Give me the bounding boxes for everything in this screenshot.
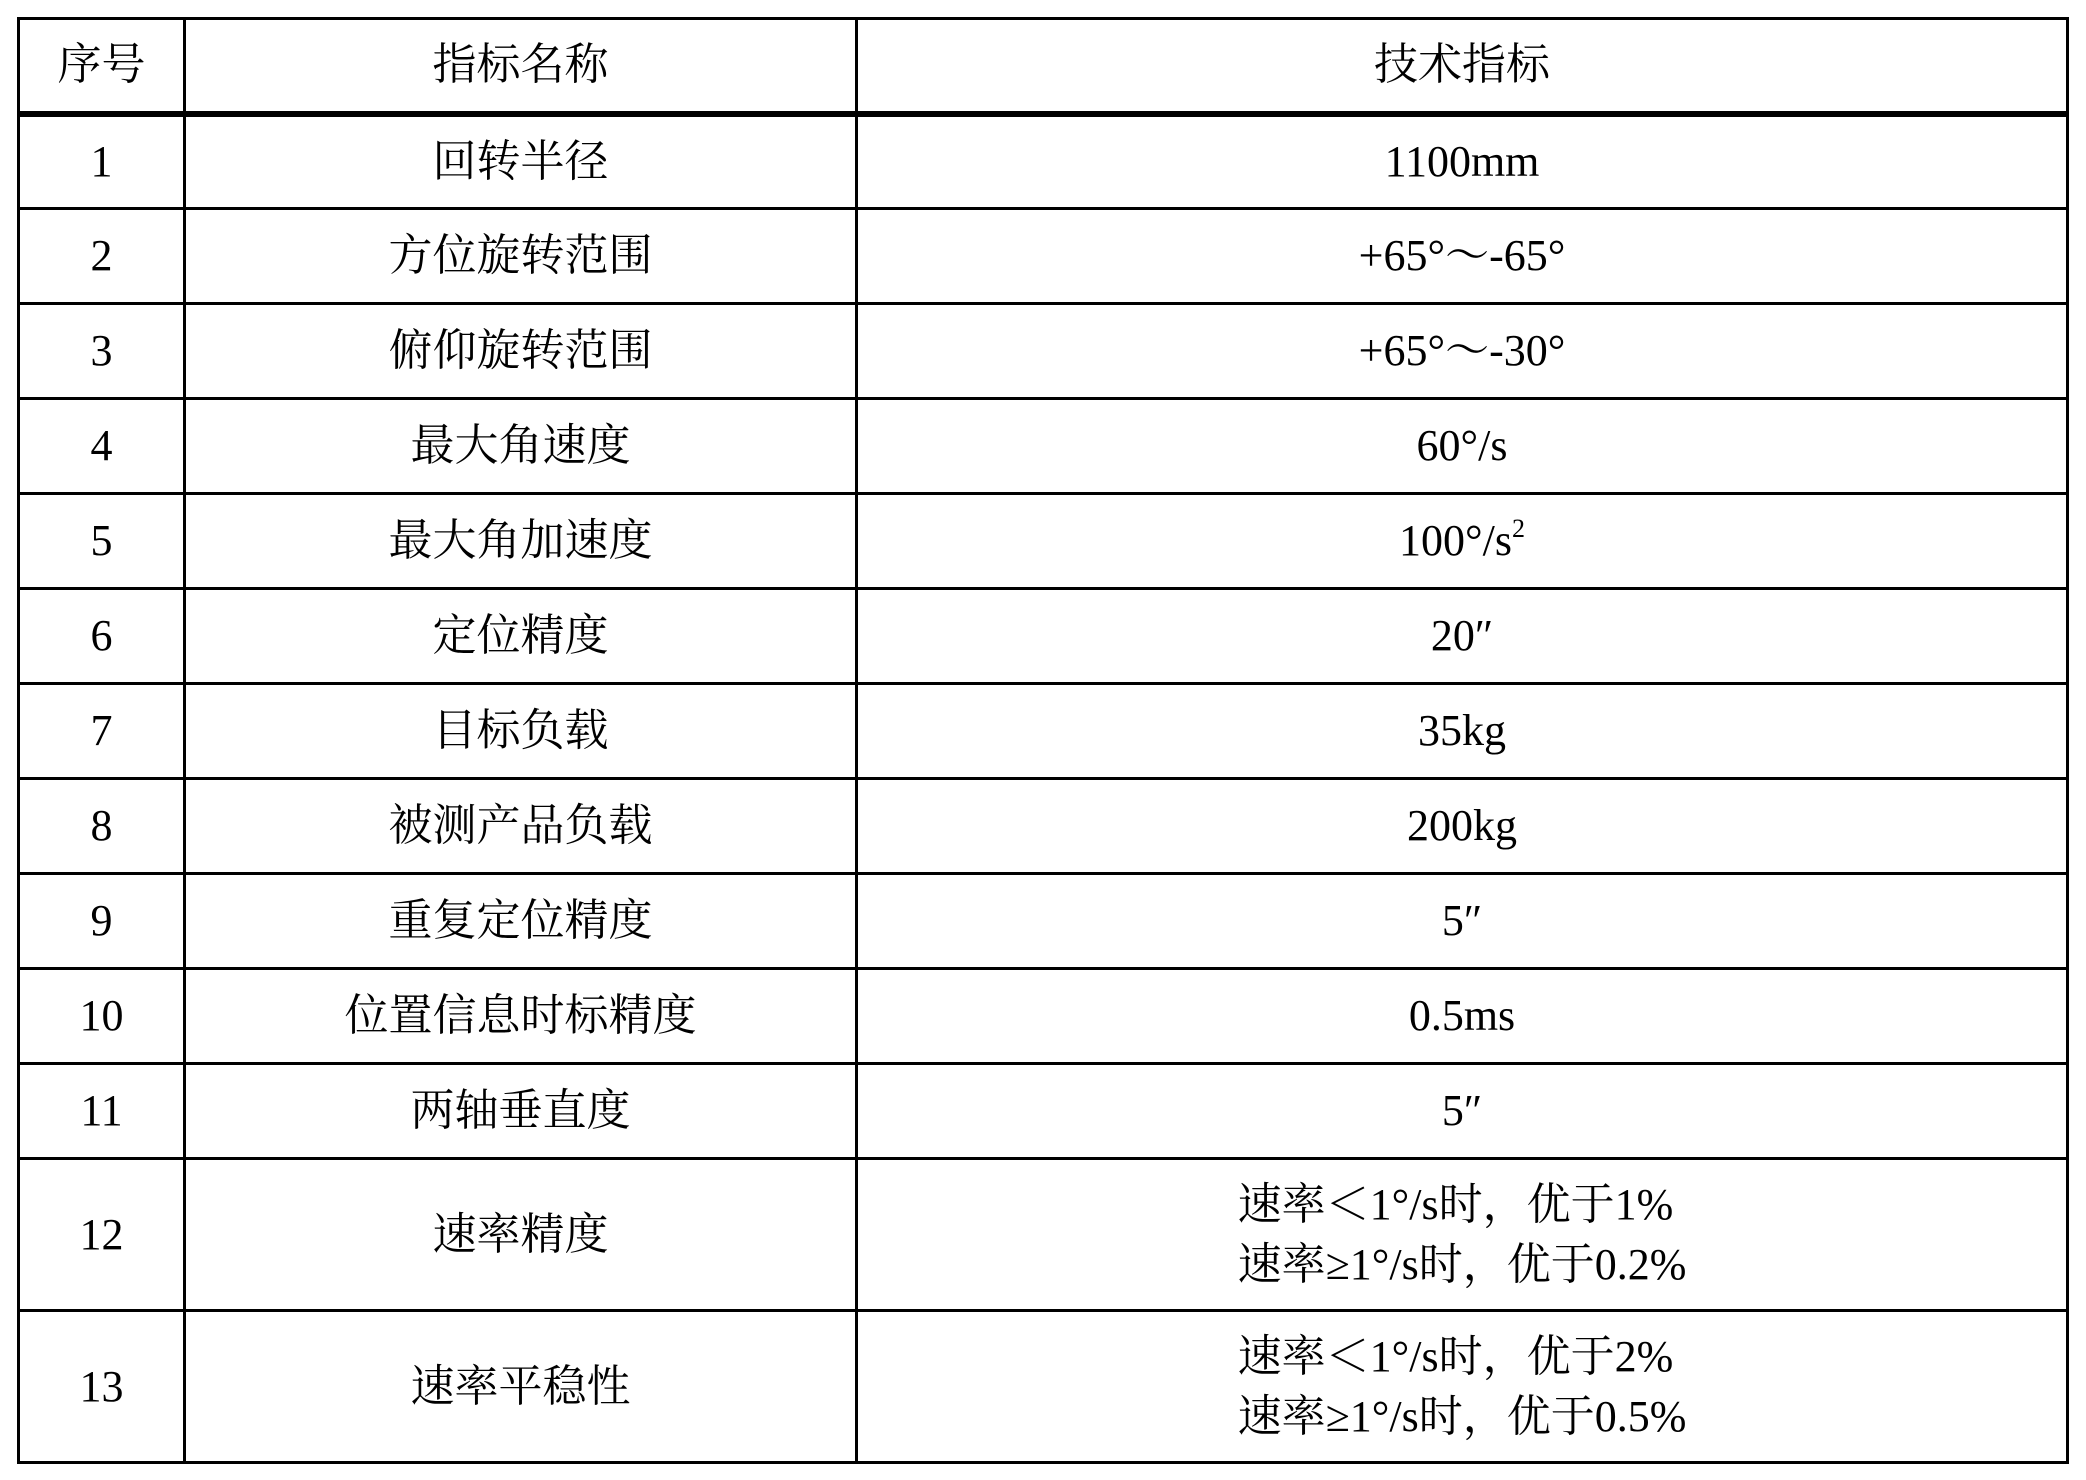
row-value-lines (1238, 1327, 1687, 1447)
row-index: 1 (19, 114, 185, 209)
table-row (19, 969, 2068, 1064)
row-index: 10 (19, 969, 185, 1064)
row-value-line: 速率≥1°/s时，优于0.5% (1237, 1391, 1687, 1441)
row-name: 被测产品负载 (185, 779, 857, 874)
row-value: 200kg (857, 779, 2068, 874)
row-value (857, 1311, 2068, 1463)
table-row (19, 399, 2068, 494)
row-value (857, 1159, 2068, 1311)
row-value: 0.5ms (857, 969, 2068, 1064)
table-row (19, 589, 2068, 684)
row-index: 7 (19, 684, 185, 779)
row-value: 5″ (857, 874, 2068, 969)
row-name: 位置信息时标精度 (185, 969, 857, 1064)
row-index: 6 (19, 589, 185, 684)
row-value-lines (1238, 1175, 1687, 1295)
table-row (19, 874, 2068, 969)
row-name: 速率平稳性 (185, 1311, 857, 1463)
row-name: 方位旋转范围 (185, 209, 857, 304)
table-header (19, 19, 2068, 114)
row-name: 两轴垂直度 (185, 1064, 857, 1159)
table-row (19, 1159, 2068, 1311)
row-name: 最大角速度 (185, 399, 857, 494)
table-row (19, 684, 2068, 779)
row-value: +65°～-65° (857, 209, 2068, 304)
row-value: +65°～-30° (857, 304, 2068, 399)
row-index: 11 (19, 1064, 185, 1159)
row-value-line: 速率≥1°/s时，优于0.2% (1237, 1239, 1687, 1289)
row-index: 8 (19, 779, 185, 874)
row-index: 12 (19, 1159, 185, 1311)
row-index: 5 (19, 494, 185, 589)
row-name: 速率精度 (185, 1159, 857, 1311)
table-row (19, 1064, 2068, 1159)
row-name: 俯仰旋转范围 (185, 304, 857, 399)
row-value-line: 速率＜1°/s时，优于1% (1237, 1179, 1674, 1229)
row-name: 定位精度 (185, 589, 857, 684)
row-value: 1100mm (857, 114, 2068, 209)
row-value (857, 494, 2068, 589)
row-index: 3 (19, 304, 185, 399)
row-value: 35kg (857, 684, 2068, 779)
row-value: 5″ (857, 1064, 2068, 1159)
header-value: 技术指标 (857, 19, 2068, 114)
header-index: 序号 (19, 19, 185, 114)
row-index: 4 (19, 399, 185, 494)
table-row (19, 494, 2068, 589)
spec-table (17, 17, 2069, 1464)
row-name: 最大角加速度 (185, 494, 857, 589)
row-value: 60°/s (857, 399, 2068, 494)
row-index: 9 (19, 874, 185, 969)
row-name: 重复定位精度 (185, 874, 857, 969)
row-value-line: 速率＜1°/s时，优于2% (1237, 1331, 1674, 1381)
row-name: 目标负载 (185, 684, 857, 779)
table-row (19, 209, 2068, 304)
header-row (19, 19, 2068, 114)
row-value: 20″ (857, 589, 2068, 684)
row-index: 13 (19, 1311, 185, 1463)
row-index: 2 (19, 209, 185, 304)
table-row (19, 114, 2068, 209)
row-name: 回转半径 (185, 114, 857, 209)
row-value-text: 100°/s (1399, 516, 1512, 565)
row-value-exponent: 2 (1511, 514, 1525, 543)
table-row (19, 304, 2068, 399)
table-row (19, 1311, 2068, 1463)
table-row (19, 779, 2068, 874)
header-name: 指标名称 (185, 19, 857, 114)
table-body (19, 114, 2068, 1463)
